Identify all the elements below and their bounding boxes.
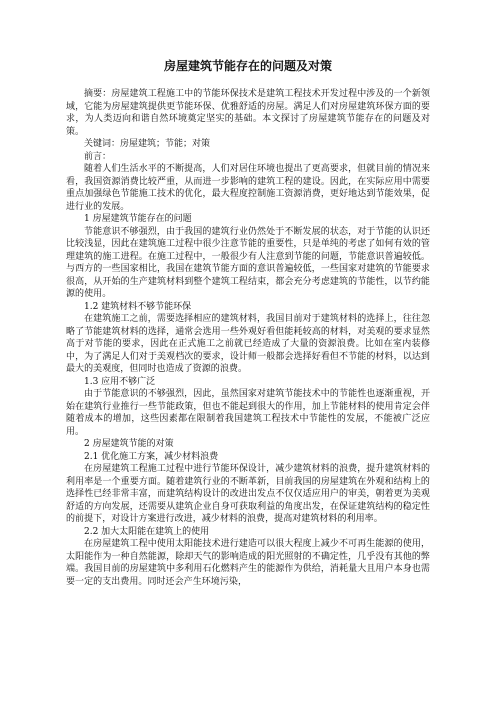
section-1-paragraph: 节能意识不够强烈，由于我国的建筑行业仍然处于不断发展的状态，对于节能的认识还比较浅显，因此在建筑施工过程中很少注意节能的重要性，只是单纯的考虑了如何有效的管理建筑的施工进程。在施工过程中，一般很少有人注意到节能的问题，节能意识普遍较低。与西方的一些国家相比，我国在建筑节能方面的意识普遍较低，一些国家对建筑的节能要求很高，从开始的生产建筑材料到整个建筑工程结束，都会充分考虑建筑的节能性，以节约能源的使用。 <box>66 226 430 299</box>
section-heading-2-2: 2.2 加大太阳能在建筑上的使用 <box>84 526 210 537</box>
section-2-2-paragraph: 在房屋建筑工程中使用太阳能技术进行建造可以很大程度上减少不可再生能源的使用，太阳能作为一种自然能源，除却天气的影响造成的阳光照射的不确定性，几乎没有其他的弊端。我国目前的房屋建筑中多利用石化燃料产生的能源作为供给，消耗量大且用户本身也需要一定的支出费用。同时还会产生环境污染， <box>66 539 430 587</box>
section-heading-1-2: 1.2 建筑材料不够节能环保 <box>84 301 192 312</box>
preface-heading: 前言： <box>84 151 112 162</box>
section-heading-2-1: 2.1 优化施工方案，减少材料浪费 <box>84 451 219 462</box>
page-title: 房屋建筑节能存在的问题及对策 <box>163 59 332 73</box>
preface-paragraph: 随着人们生活水平的不断提高，人们对居住环境也提出了更高要求，但就目前的情况来看，我国资源消费比较严重，从而进一步影响的建筑工程的建设。因此，在实际应用中需要重点加强绿色节能施工技术的优化，最大程度控制施工资源消费，更好地达到节能效果，促进行业的发展。 <box>66 164 430 212</box>
section-heading-2: 2 房屋建筑节能的对策 <box>84 439 174 449</box>
keywords-line: 关键词：房屋建筑；节能；对策 <box>84 139 211 149</box>
section-heading-1: 1 房屋建筑节能存在的问题 <box>84 214 192 224</box>
section-1-2-paragraph: 在建筑施工之前，需要选择相应的建筑材料，我国目前对于建筑材料的选择上，往往忽略了节能建筑材料的选择，通常会选用一些外观好看但能耗较高的材料，对美观的要求显然高于对节能的要求，因此在正式施工之前就已经造成了大量的资源浪费。比如在室内装修中，为了满足人们对于美观档次的要求，设计师一般都会选择好看但不节能的材料，以达到最大的美观度，但同时也造成了资源的浪费。 <box>66 314 430 374</box>
abstract-paragraph: 摘要：房屋建筑工程施工中的节能环保技术是建筑工程技术开发过程中涉及的一个新领域，它能为房屋建筑提供更节能环保、优雅舒适的房屋。满足人们对房屋建筑环保方面的要求，为人类迈向和谐自然环境奠定坚实的基础。本文探讨了房屋建筑节能存在的问题及对策。 <box>66 89 430 137</box>
section-heading-1-3: 1.3 应用不够广泛 <box>84 376 156 387</box>
section-2-1-paragraph: 在房屋建筑工程施工过程中进行节能环保设计，减少建筑材料的浪费，提升建筑材料的利用率是一个重要方面。随着建筑行业的不断革新，目前我国的房屋建筑在外观和结构上的选择性已经非常丰富，而建筑结构设计的改进出发点不仅仅适应用户的审美，朝着更为美观舒适的方向发展，还需要从建筑企业自身可获取利益的角度出发，在保证建筑结构的稳定性的前提下，对设计方案进行改进，减少材料的浪费，提高对建筑材料的利用率。 <box>66 464 430 524</box>
section-1-3-paragraph: 由于节能意识的不够强烈，因此，虽然国家对建筑节能技术中的节能性也逐渐重视，开始在建筑行业推行一些节能政策，但也不能起到很大的作用，加上节能材料的使用肯定会伴随着成本的增加，这些因素都在限制着我国建筑工程技术中节能性的发展，不能被广泛应用。 <box>66 389 430 437</box>
